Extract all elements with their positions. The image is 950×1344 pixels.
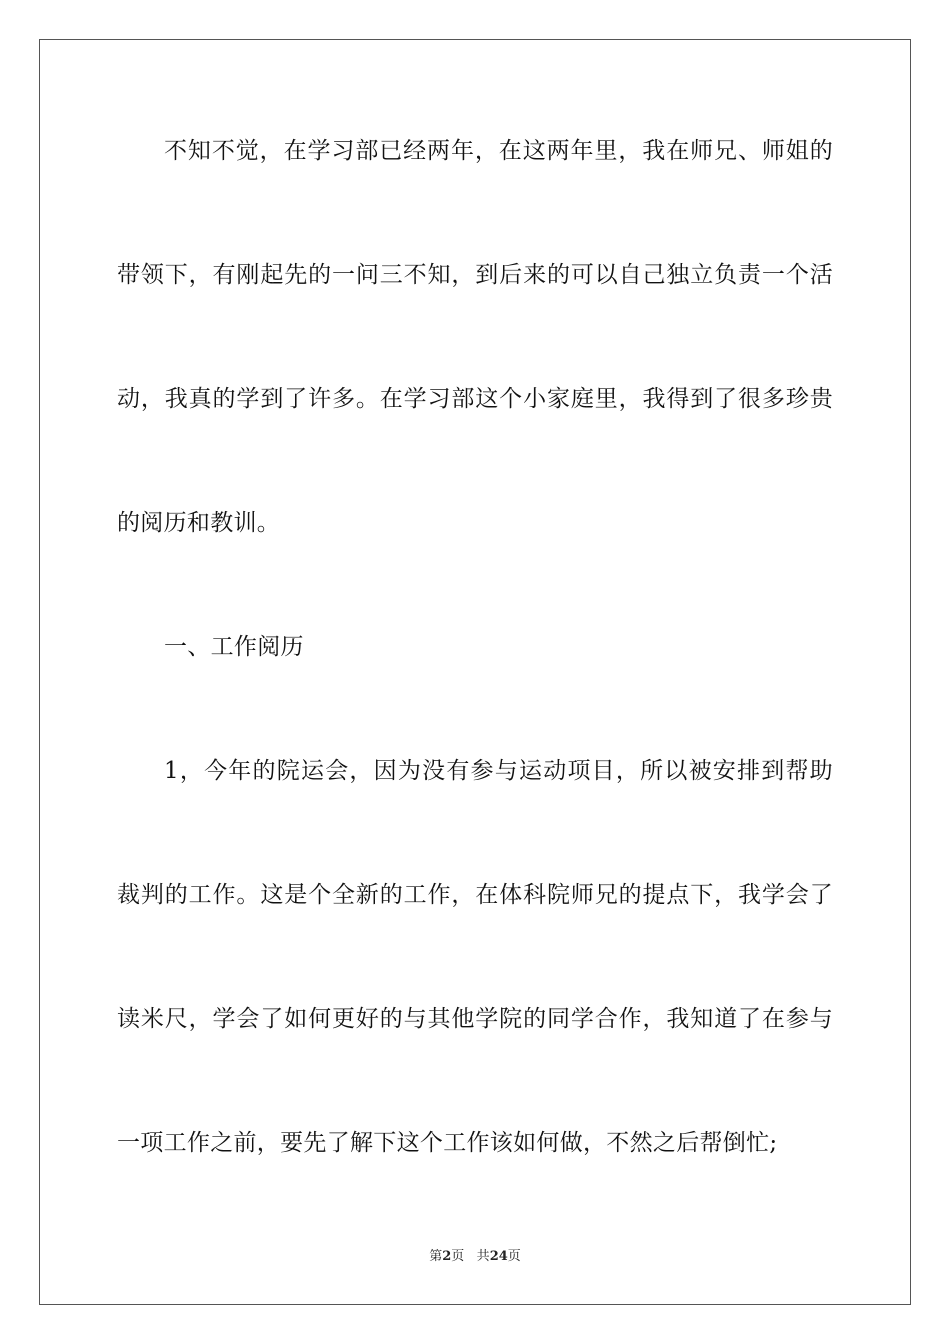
text-line-2: 带领下，有刚起先的一问三不知，到后来的可以自己独立负责一个活 bbox=[117, 262, 833, 288]
text-line-6: 1，今年的院运会，因为没有参与运动项目，所以被安排到帮助 bbox=[164, 758, 833, 784]
text-line-7: 裁判的工作。这是个全新的工作，在体科院师兄的提点下，我学会了 bbox=[117, 882, 833, 908]
footer-page-number: 2 bbox=[442, 1249, 452, 1264]
footer-page-suffix: 页 bbox=[451, 1249, 465, 1264]
text-line-8: 读米尺，学会了如何更好的与其他学院的同学合作，我知道了在参与 bbox=[117, 1006, 833, 1032]
footer-page-prefix: 第 bbox=[429, 1249, 443, 1264]
footer-total-pages: 24 bbox=[489, 1249, 508, 1264]
section-heading: 一、工作阅历 bbox=[164, 634, 304, 660]
text-line-1: 不知不觉，在学习部已经两年，在这两年里，我在师兄、师姐的 bbox=[164, 138, 833, 164]
text-line-4: 的阅历和教训。 bbox=[117, 510, 281, 536]
text-line-3: 动，我真的学到了许多。在学习部这个小家庭里，我得到了很多珍贵 bbox=[117, 386, 833, 412]
text-line-9: 一项工作之前，要先了解下这个工作该如何做，不然之后帮倒忙; bbox=[117, 1130, 778, 1156]
page-footer bbox=[0, 1248, 950, 1266]
footer-total-suffix: 页 bbox=[507, 1249, 521, 1264]
page-frame bbox=[39, 39, 911, 1305]
footer-total-prefix: 共 bbox=[476, 1249, 490, 1264]
